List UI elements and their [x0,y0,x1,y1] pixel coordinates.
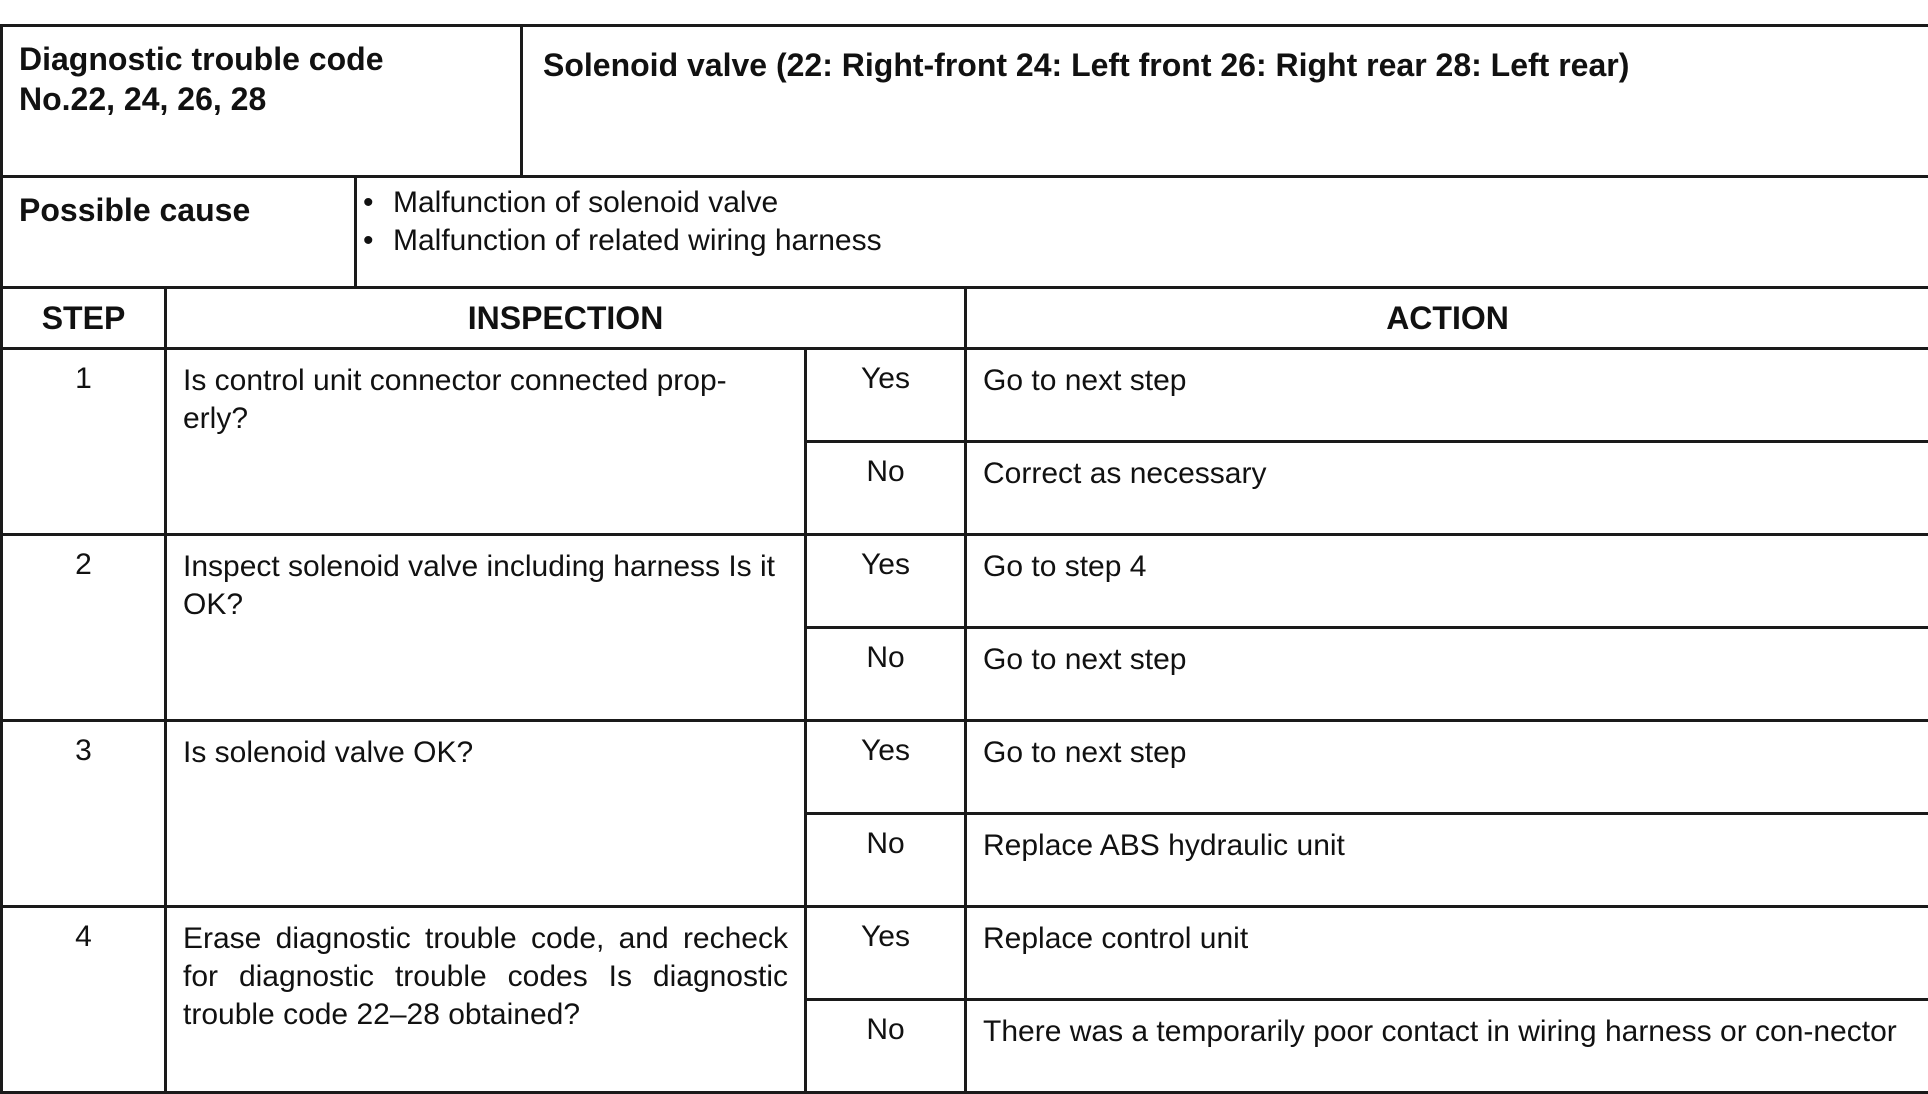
no-label: No [806,442,966,535]
code-label-line2: No.22, 24, 26, 28 [19,79,504,119]
code-title: Solenoid valve (22: Right-front 24: Left front 26: Right rear 28: Left rear) [522,26,1928,177]
yes-label: Yes [806,349,966,442]
table-row [2,721,1928,814]
possible-cause-list [357,178,1928,260]
column-header-action: ACTION [966,288,1928,349]
yes-label: Yes [806,535,966,628]
yes-label: Yes [806,721,966,814]
step-number: 1 [2,349,166,535]
possible-cause-list-cell [356,177,1928,288]
header-row [2,26,1928,177]
header-table [0,24,1928,178]
code-label [2,26,522,177]
yes-action: Go to next step [966,721,1928,814]
cause-item: • Malfunction of related wiring harness [393,222,1928,260]
cause-row [2,177,1928,288]
inspection-text: Erase diagnostic trouble code, and recheck for diagnostic trouble codes Is diagnostic trouble code 22–28 obtained? [166,907,806,1093]
cause-table [0,175,1928,289]
yes-action: Replace control unit [966,907,1928,1000]
inspection-text: Is control unit connector connected prop-erly? [166,349,806,535]
column-header-row [2,288,1928,349]
possible-cause-label: Possible cause [2,177,356,288]
yes-action: Go to next step [966,349,1928,442]
table-row [2,349,1928,442]
column-header-step: STEP [2,288,166,349]
yes-label: Yes [806,907,966,1000]
yes-action: Go to step 4 [966,535,1928,628]
inspection-text: Inspect solenoid valve including harness Is it OK? [166,535,806,721]
no-action: Correct as necessary [966,442,1928,535]
step-number: 2 [2,535,166,721]
code-label-line1: Diagnostic trouble code [19,39,504,79]
no-action: There was a temporarily poor contact in wiring harness or con-nector [966,1000,1928,1093]
no-action: Go to next step [966,628,1928,721]
step-number: 3 [2,721,166,907]
top-margin [0,0,1928,24]
no-label: No [806,814,966,907]
table-row [2,535,1928,628]
table-row [2,907,1928,1000]
steps-table [0,286,1928,1094]
inspection-text: Is solenoid valve OK? [166,721,806,907]
cause-item: • Malfunction of solenoid valve [393,184,1928,222]
column-header-inspection: INSPECTION [166,288,966,349]
step-number: 4 [2,907,166,1093]
no-label: No [806,628,966,721]
no-label: No [806,1000,966,1093]
no-action: Replace ABS hydraulic unit [966,814,1928,907]
